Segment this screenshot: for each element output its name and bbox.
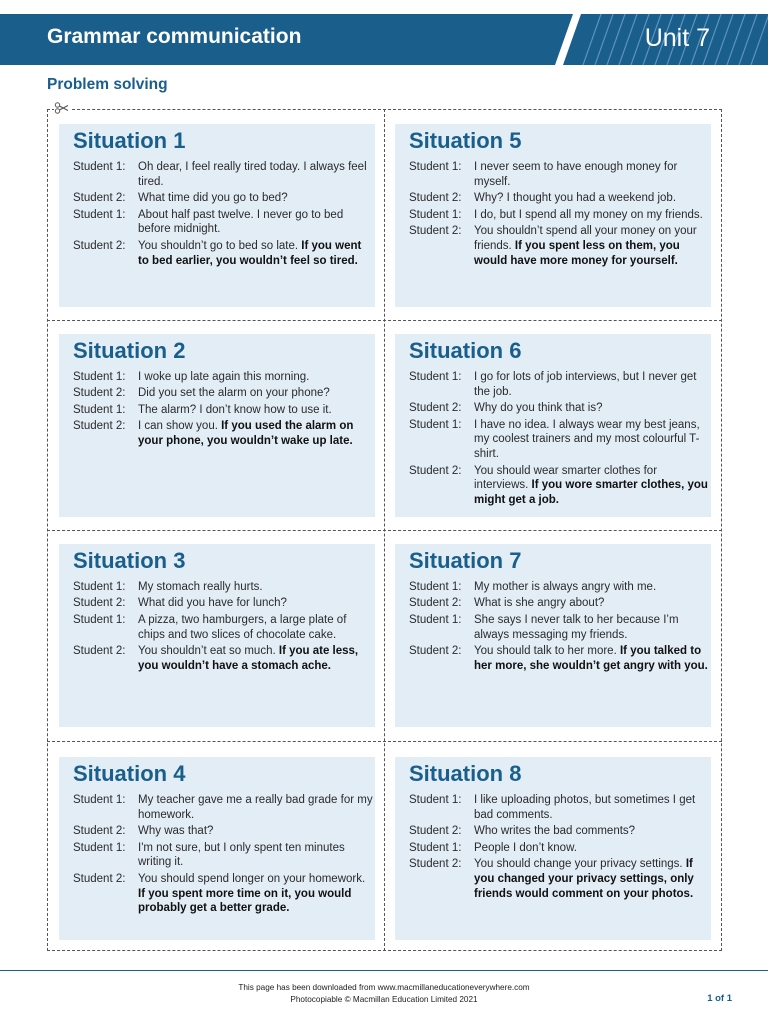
dialogue-line <box>409 613 709 643</box>
utterance-text: You should wear smarter clothes for interviews. <box>474 464 658 492</box>
dialogue-lines <box>409 793 709 903</box>
utterance <box>138 580 373 595</box>
speaker-label: Student 1: <box>409 841 462 854</box>
situation-card-7 <box>395 544 711 727</box>
card-title: Situation 3 <box>73 548 186 573</box>
speaker-label: Student 1: <box>73 371 126 383</box>
page-number: 1 of 1 <box>707 993 732 1004</box>
dialogue-line <box>73 793 373 823</box>
utterance <box>474 418 709 462</box>
dialogue-line <box>409 644 709 674</box>
copyright-note: Photocopiable © Macmillan Education Limited 2021 <box>290 995 478 1004</box>
scissors-icon <box>54 101 70 115</box>
dialogue-line <box>73 208 373 238</box>
utterance-text: I never seem to have enough money for myself. <box>474 161 678 188</box>
answer-text: If you talked to her more, she wouldn’t get angry with you. <box>474 644 708 672</box>
utterance-text: I woke up late again this morning. <box>138 371 310 383</box>
cut-line-horizontal-2 <box>47 530 722 531</box>
dialogue-line <box>73 613 373 643</box>
dialogue-line <box>409 160 709 190</box>
dialogue-line <box>409 208 709 223</box>
card-title: Situation 5 <box>409 128 522 153</box>
dialogue-line <box>73 580 373 595</box>
dialogue-line <box>409 418 709 462</box>
utterance <box>138 419 373 449</box>
speaker-label: Student 1: <box>73 794 126 806</box>
dialogue-line <box>409 191 709 206</box>
speaker-label: Student 2: <box>73 420 126 433</box>
dialogue-line <box>73 596 373 611</box>
situation-card-2 <box>59 334 375 517</box>
speaker-label: Student 2: <box>73 825 126 838</box>
speaker-label: Student 2: <box>73 597 126 610</box>
utterance-text: What time did you go to bed? <box>138 192 288 205</box>
utterance-text: What is she angry about? <box>474 597 605 610</box>
speaker-label: Student 2: <box>409 857 462 870</box>
card-title: Situation 6 <box>409 338 522 363</box>
speaker-label: Student 2: <box>409 597 462 610</box>
answer-text: If you went to bed earlier, you wouldn’t feel so tired. <box>138 239 362 267</box>
unit-label: Unit 7 <box>644 24 710 52</box>
speaker-label: Student 1: <box>409 794 462 806</box>
speaker-label: Student 1: <box>73 613 126 626</box>
speaker-label: Student 2: <box>73 644 126 657</box>
dialogue-line <box>409 857 709 901</box>
dialogue-line <box>409 841 709 856</box>
section-title: Problem solving <box>47 76 168 93</box>
utterance-text: About half past twelve. I never go to bed before midnight. <box>138 208 344 236</box>
utterance <box>138 872 373 916</box>
utterance <box>474 191 709 206</box>
utterance <box>474 208 709 223</box>
situation-card-4 <box>59 757 375 940</box>
utterance <box>474 793 709 823</box>
answer-text: If you spent more time on it, you would probably get a better grade. <box>138 887 352 915</box>
speaker-label: Student 1: <box>409 208 462 221</box>
utterance <box>138 793 373 823</box>
utterance-text: Why do you think that is? <box>474 402 603 415</box>
situation-card-1 <box>59 124 375 307</box>
answer-text: If you ate less, you wouldn’t have a stomach ache. <box>138 644 359 672</box>
speaker-label: Student 2: <box>73 872 126 885</box>
utterance <box>138 160 373 190</box>
speaker-label: Student 2: <box>409 825 462 838</box>
utterance-text: I like uploading photos, but sometimes I get bad comments. <box>474 794 696 821</box>
utterance <box>474 613 709 643</box>
utterance-text: My stomach really hurts. <box>138 581 263 593</box>
footer-rule <box>0 970 768 971</box>
dialogue-line <box>409 401 709 416</box>
utterance-text: I have no idea. I always wear my best jeans, my coolest trainers and my most colourful T-shirt. <box>474 418 700 461</box>
utterance-text: People I don’t know. <box>474 841 577 854</box>
utterance-text: Why? I thought you had a weekend job. <box>474 192 677 205</box>
utterance <box>138 824 373 839</box>
answer-text: If you spent less on them, you would have more money for yourself. <box>474 239 680 267</box>
dialogue-line <box>73 191 373 206</box>
dialogue-line <box>73 419 373 449</box>
utterance-text: Oh dear, I feel really tired today. I always feel tired. <box>138 161 367 188</box>
speaker-label: Student 2: <box>409 402 462 415</box>
utterance-text: You should spend longer on your homework. <box>138 872 366 885</box>
dialogue-line <box>409 464 709 508</box>
situation-card-6 <box>395 334 711 517</box>
utterance-text: What did you have for lunch? <box>138 597 287 610</box>
speaker-label: Student 2: <box>73 239 126 252</box>
situation-card-3 <box>59 544 375 727</box>
card-title: Situation 4 <box>73 761 186 786</box>
situation-card-5 <box>395 124 711 307</box>
answer-text: If you wore smarter clothes, you might get a job. <box>474 479 708 507</box>
cut-line-horizontal-3 <box>47 741 722 742</box>
utterance <box>474 224 709 268</box>
speaker-label: Student 1: <box>409 371 462 383</box>
dialogue-line <box>409 224 709 268</box>
utterance <box>474 596 709 611</box>
answer-text: If you used the alarm on your phone, you wouldn’t wake up late. <box>138 420 354 447</box>
dialogue-line <box>73 644 373 674</box>
utterance <box>138 613 373 643</box>
utterance <box>474 824 709 839</box>
speaker-label: Student 2: <box>73 192 126 205</box>
utterance-text: A pizza, two hamburgers, a large plate of chips and two slices of chocolate cake. <box>138 613 347 641</box>
utterance <box>474 370 709 400</box>
utterance-text: I can show you. <box>138 420 222 433</box>
utterance-text: You shouldn’t eat so much. <box>138 644 279 657</box>
dialogue-line <box>409 596 709 611</box>
dialogue-lines <box>73 370 373 450</box>
utterance <box>138 386 373 401</box>
utterance-text: Did you set the alarm on your phone? <box>138 387 330 400</box>
utterance-text: The alarm? I don’t know how to use it. <box>138 403 332 416</box>
card-title: Situation 1 <box>73 128 186 153</box>
utterance <box>474 857 709 901</box>
dialogue-lines <box>73 793 373 918</box>
dialogue-line <box>73 239 373 269</box>
utterance <box>474 580 709 595</box>
speaker-label: Student 2: <box>409 464 462 477</box>
utterance-text: You shouldn’t go to bed so late. <box>138 239 302 252</box>
dialogue-line <box>409 580 709 595</box>
answer-text: If you changed your privacy settings, only friends would comment on your photos. <box>474 857 694 900</box>
speaker-label: Student 2: <box>73 387 126 400</box>
card-title: Situation 2 <box>73 338 186 363</box>
utterance-text: I do, but I spend all my money on my friends. <box>474 208 703 221</box>
situation-card-8 <box>395 757 711 940</box>
dialogue-line <box>73 370 373 385</box>
dialogue-lines <box>409 580 709 675</box>
dialogue-line <box>73 872 373 916</box>
speaker-label: Student 2: <box>409 224 462 237</box>
utterance-text: She says I never talk to her because I’m always messaging my friends. <box>474 613 679 641</box>
speaker-label: Student 1: <box>409 161 462 173</box>
dialogue-line <box>73 824 373 839</box>
utterance <box>138 841 373 871</box>
utterance <box>474 160 709 190</box>
utterance <box>138 208 373 238</box>
cut-line-horizontal-1 <box>47 320 722 321</box>
utterance-text: I'm not sure, but I only spent ten minutes writing it. <box>138 841 345 869</box>
worksheet-title: Grammar communication <box>47 25 302 48</box>
speaker-label: Student 1: <box>409 581 462 593</box>
utterance <box>138 596 373 611</box>
utterance <box>474 464 709 508</box>
card-title: Situation 8 <box>409 761 522 786</box>
utterance <box>474 841 709 856</box>
utterance <box>138 191 373 206</box>
speaker-label: Student 1: <box>73 403 126 416</box>
utterance-text: Why was that? <box>138 825 214 838</box>
dialogue-line <box>73 403 373 418</box>
utterance <box>138 403 373 418</box>
utterance <box>138 370 373 385</box>
utterance <box>138 644 373 674</box>
speaker-label: Student 1: <box>73 581 126 593</box>
utterance-text: You should change your privacy settings. <box>474 857 686 870</box>
speaker-label: Student 1: <box>73 161 126 173</box>
utterance-text: I go for lots of job interviews, but I never get the job. <box>474 371 697 398</box>
dialogue-line <box>409 370 709 400</box>
utterance-text: My mother is always angry with me. <box>474 581 657 593</box>
dialogue-line <box>73 160 373 190</box>
utterance <box>474 644 709 674</box>
utterance-text: You shouldn’t spend all your money on your friends. <box>474 224 697 252</box>
dialogue-lines <box>409 370 709 510</box>
utterance <box>138 239 373 269</box>
dialogue-lines <box>409 160 709 270</box>
dialogue-line <box>409 793 709 823</box>
dialogue-lines <box>73 580 373 675</box>
download-note: This page has been downloaded from www.macmillaneducationeverywhere.com <box>238 983 530 992</box>
utterance <box>474 401 709 416</box>
utterance-text: You should talk to her more. <box>474 644 620 657</box>
utterance-text: My teacher gave me a really bad grade for my homework. <box>138 794 373 821</box>
speaker-label: Student 1: <box>73 841 126 854</box>
dialogue-line <box>73 386 373 401</box>
utterance-text: Who writes the bad comments? <box>474 825 636 838</box>
speaker-label: Student 1: <box>409 418 462 431</box>
speaker-label: Student 1: <box>73 208 126 221</box>
speaker-label: Student 2: <box>409 192 462 205</box>
speaker-label: Student 2: <box>409 644 462 657</box>
dialogue-line <box>409 824 709 839</box>
dialogue-lines <box>73 160 373 270</box>
speaker-label: Student 1: <box>409 613 462 626</box>
dialogue-line <box>73 841 373 871</box>
card-title: Situation 7 <box>409 548 522 573</box>
